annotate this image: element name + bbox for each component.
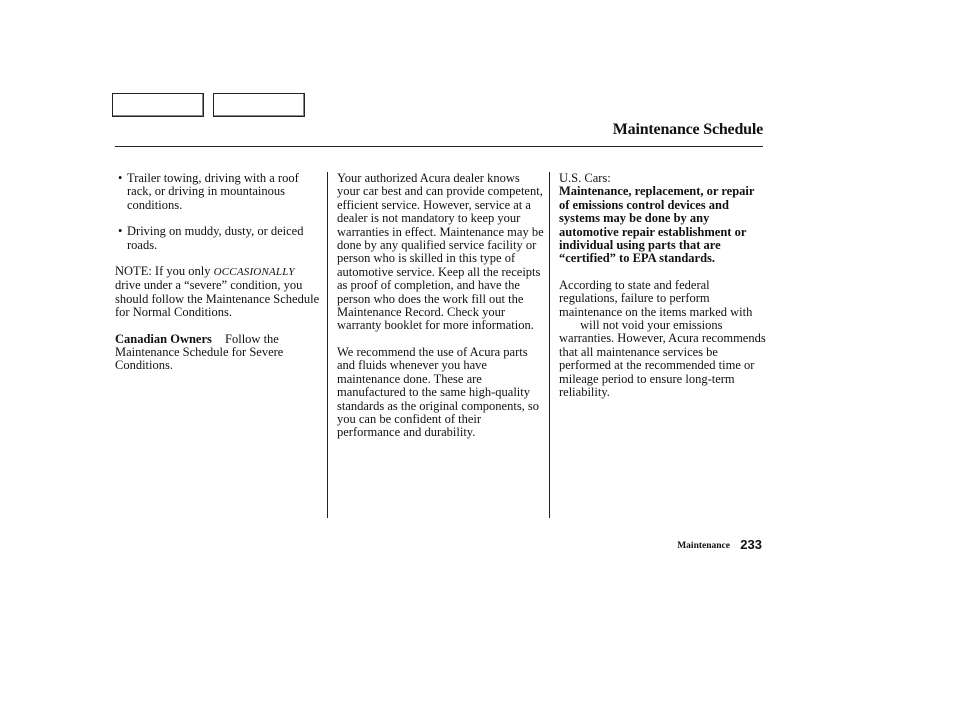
note-paragraph (115, 265, 322, 320)
column-divider (549, 172, 550, 518)
canadian-owners-text: Follow the Maintenance Schedule for Severe Conditions. (115, 331, 284, 373)
emissions-notice: Maintenance, replacement, or repair of emissions control devices and systems may be done by any automotive repair establishment or individual using parts that are “certified” to EPA standards. (559, 184, 755, 266)
dealer-paragraph: Your authorized Acura dealer knows your car best and can provide competent, efficient service. However, service at a dealer is not mandatory to keep your warranties in effect. Maintenance may be done by any qualified service facility or person who is skilled in this type of automotive service. Keep all the receipts as proof of completion, and have the person who does the work fill out the Maintenance Record. Check your warranty booklet for more information. (337, 171, 544, 333)
regulations-text-end: will not void your emissions warranties. However, Acura recommends that all maintenance services be performed at the recommended time or mileage period to ensure long-term reliability. (559, 318, 766, 400)
nav-button-1[interactable] (112, 93, 204, 117)
bullet-icon: • (118, 171, 123, 185)
note-suffix: drive under a “severe” condition, you should follow the Maintenance Schedule for Normal Conditions. (115, 278, 320, 320)
page-title: Maintenance Schedule (612, 121, 763, 138)
bullet-text: Driving on muddy, dusty, or deiced roads. (127, 224, 304, 252)
title-divider (115, 146, 763, 147)
page-number: 233 (740, 537, 762, 552)
canadian-owners-heading: Canadian Owners (115, 331, 212, 346)
bullet-text: Trailer towing, driving with a roof rack, or driving in mountainous conditions. (127, 171, 299, 212)
nav-button-2[interactable] (213, 93, 305, 117)
us-cars-heading: U.S. Cars: (559, 171, 611, 185)
regulations-paragraph (559, 279, 766, 400)
regulations-text-start: According to state and federal regulations, failure to perform maintenance on the items marked with (559, 277, 753, 319)
column-divider (327, 172, 328, 518)
bullet-icon: • (118, 224, 123, 239)
note-prefix: NOTE: If you only (115, 264, 211, 279)
list-item (115, 225, 322, 252)
canadian-owners-paragraph (115, 333, 322, 373)
list-item (115, 172, 322, 212)
note-emphasis: OCCASIONALLY (213, 266, 295, 279)
column-3 (559, 172, 766, 413)
column-1 (115, 172, 322, 386)
column-2 (337, 172, 544, 453)
footer-section-label: Maintenance (677, 541, 730, 551)
parts-paragraph: We recommend the use of Acura parts and fluids whenever you have maintenance done. These are manufactured to the same high-quality standards as the original components, so you can be confident of their performance and durability. (337, 344, 540, 440)
